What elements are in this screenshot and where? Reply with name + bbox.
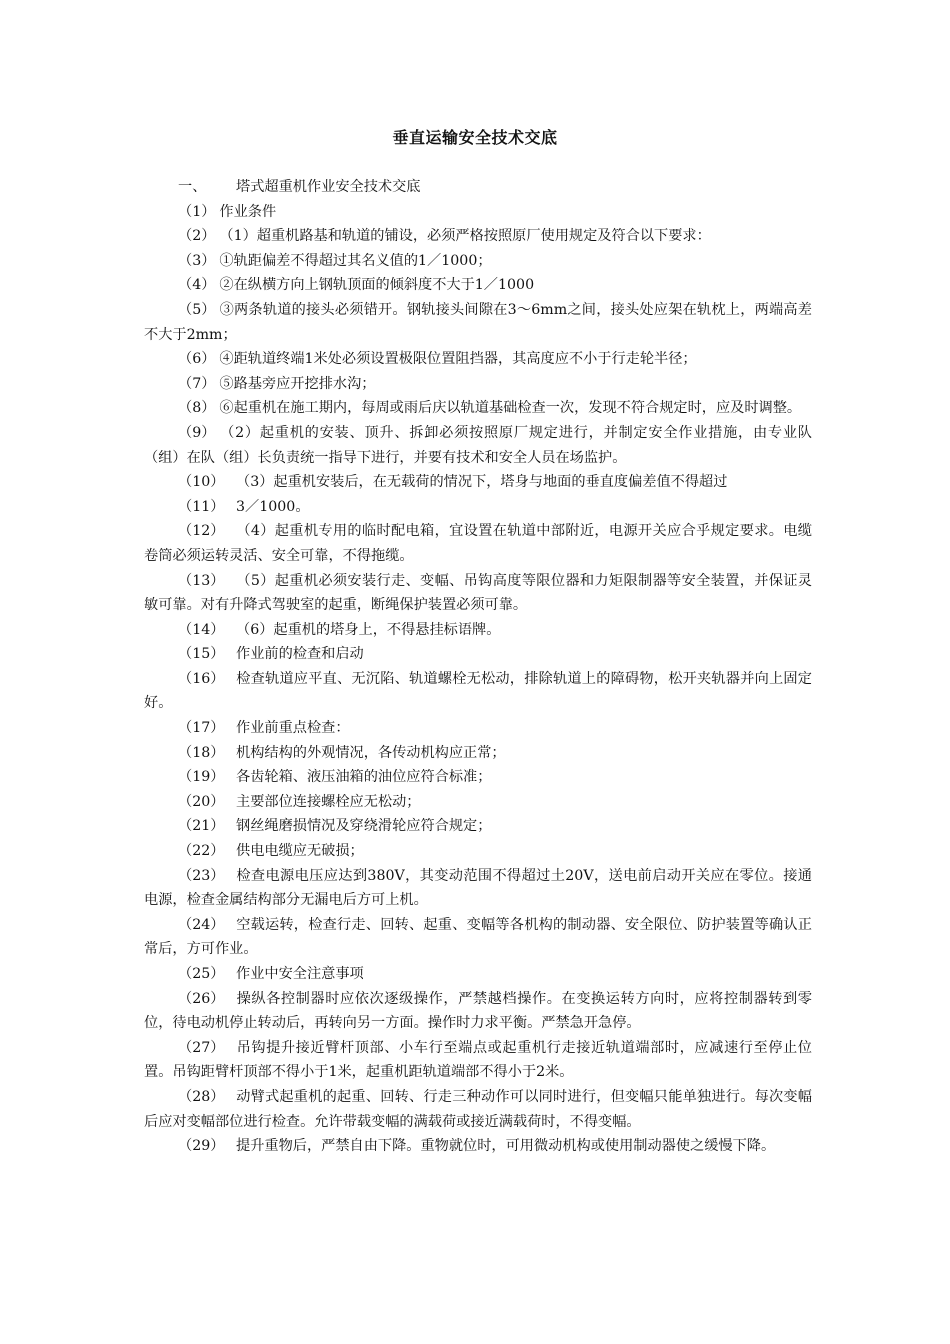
paragraph bbox=[144, 618, 812, 643]
paragraph bbox=[144, 642, 812, 667]
paragraph-text: 作业前的检查和启动 bbox=[236, 646, 364, 663]
paragraph bbox=[144, 864, 812, 913]
paragraph bbox=[144, 913, 812, 962]
paragraph-text: 作业条件 bbox=[219, 203, 277, 220]
paragraph-text: 吊钩提升接近臂杆顶部、小车行至端点或起重机行走接近轨道端部时，应减速行至停止位置。吊钩距臂杆顶部不得小于1米，起重机距轨道端部不得小于2米。 bbox=[144, 1039, 812, 1081]
paragraph-text: ③两条轨道的接头必须错开。钢轨接头间隙在3～6mm之间，接头处应架在轨枕上，两端高差不大于2mm； bbox=[144, 301, 812, 343]
paragraph bbox=[144, 790, 812, 815]
paragraph-text: 检查电源电压应达到380V，其变动范围不得超过土20V，送电前启动开关应在零位。接通电源，检查金属结构部分无漏电后方可上机。 bbox=[144, 867, 812, 909]
paragraph bbox=[144, 372, 812, 397]
paragraph-number: （5） bbox=[178, 301, 216, 318]
paragraph-number: （19） bbox=[178, 769, 225, 786]
paragraph-text: 塔式超重机作业安全技术交底 bbox=[236, 179, 421, 195]
paragraph-text: ①轨距偏差不得超过其名义值的1／1000； bbox=[219, 252, 492, 269]
paragraph-number: （7） bbox=[178, 375, 216, 392]
paragraph-number: （21） bbox=[178, 818, 225, 835]
paragraph bbox=[144, 249, 812, 274]
paragraph-text: 动臂式起重机的起重、回转、行走三种动作可以同时进行，但变幅只能单独进行。每次变幅后应对变幅部位进行检查。允许带载变幅的满载荷或接近满载荷时，不得变幅。 bbox=[144, 1088, 812, 1130]
paragraph bbox=[144, 1134, 812, 1159]
paragraph-text: ⑤路基旁应开挖排水沟； bbox=[219, 375, 376, 392]
paragraph-number: （13） bbox=[178, 572, 225, 589]
paragraph-text: 3／1000。 bbox=[236, 498, 310, 515]
paragraph bbox=[144, 224, 812, 249]
paragraph-text: 检查轨道应平直、无沉陷、轨道螺栓无松动，排除轨道上的障碍物，松开夹轨器并向上固定好。 bbox=[144, 670, 812, 712]
paragraph bbox=[144, 519, 812, 568]
paragraph-text: 作业前重点检查： bbox=[236, 720, 350, 737]
paragraph bbox=[144, 421, 812, 470]
paragraph-text: （2）起重机的安装、顶升、拆卸必须按照原厂规定进行，并制定安全作业措施，由专业队（组）在队（组）长负责统一指导下进行，并要有技术和安全人员在场监护。 bbox=[144, 424, 812, 466]
paragraph-number: （23） bbox=[178, 867, 225, 884]
paragraph-number: （11） bbox=[178, 498, 225, 515]
paragraph-text: 提升重物后，严禁自由下降。重物就位时，可用微动机构或使用制动器使之缓慢下降。 bbox=[236, 1138, 776, 1155]
paragraph-text: 各齿轮箱、液压油箱的油位应符合标准； bbox=[236, 769, 492, 786]
paragraph-number: （22） bbox=[178, 843, 225, 860]
paragraph-number: （28） bbox=[178, 1088, 225, 1105]
paragraph-number: （1） bbox=[178, 203, 216, 220]
paragraph-number: （24） bbox=[178, 916, 225, 933]
paragraph-number: （2） bbox=[178, 228, 216, 245]
paragraph bbox=[144, 396, 812, 421]
paragraph bbox=[144, 347, 812, 372]
paragraph bbox=[144, 716, 812, 741]
paragraph-number: （9） bbox=[178, 424, 216, 441]
paragraph-text: 作业中安全注意事项 bbox=[236, 966, 364, 982]
paragraph-number: （14） bbox=[178, 621, 225, 638]
paragraph bbox=[144, 741, 812, 766]
paragraph-text: 空载运转，检查行走、回转、起重、变幅等各机构的制动器、安全限位、防护装置等确认正常后，方可作业。 bbox=[144, 916, 812, 958]
paragraph-text: 主要部位连接螺栓应无松动； bbox=[236, 793, 421, 810]
paragraph-number: （18） bbox=[178, 744, 225, 761]
paragraph bbox=[144, 1085, 812, 1134]
paragraph bbox=[144, 273, 812, 298]
paragraph bbox=[144, 962, 812, 987]
paragraph bbox=[144, 814, 812, 839]
paragraph bbox=[144, 1036, 812, 1085]
paragraph bbox=[144, 495, 812, 520]
paragraph-number: （26） bbox=[178, 990, 225, 1007]
paragraph-text: 机构结构的外观情况，各传动机构应正常； bbox=[236, 744, 506, 761]
paragraph-number: （20） bbox=[178, 793, 225, 810]
paragraph bbox=[144, 987, 812, 1036]
paragraph-number: （15） bbox=[178, 646, 225, 663]
paragraph bbox=[144, 200, 812, 225]
paragraph-number: （16） bbox=[178, 670, 225, 687]
paragraph-number: （25） bbox=[178, 966, 225, 982]
paragraph-number: （10） bbox=[178, 474, 225, 491]
paragraph-number: （8） bbox=[178, 400, 216, 417]
paragraph bbox=[144, 298, 812, 347]
paragraph bbox=[144, 765, 812, 790]
paragraph-number: （27） bbox=[178, 1039, 225, 1056]
paragraph-text: ⑥起重机在施工期内，每周或雨后庆以轨道基础检查一次，发现不符合规定时，应及时调整。 bbox=[219, 400, 802, 417]
paragraph-text: （1）超重机路基和轨道的铺设，必须严格按照原厂使用规定及符合以下要求： bbox=[219, 228, 711, 245]
paragraph-number: （29） bbox=[178, 1138, 225, 1155]
paragraph-number: 一、 bbox=[178, 179, 207, 195]
paragraph-number: （6） bbox=[178, 351, 216, 368]
paragraph bbox=[144, 667, 812, 716]
document-title: 垂直运输安全技术交底 bbox=[392, 128, 558, 147]
paragraph-text: （4）起重机专用的临时配电箱，宜设置在轨道中部附近，电源开关应合乎规定要求。电缆卷筒必须运转灵活、安全可靠，不得拖缆。 bbox=[144, 523, 812, 564]
paragraph bbox=[144, 175, 812, 200]
paragraph-number: （3） bbox=[178, 252, 216, 269]
paragraph-text: （6）起重机的塔身上，不得悬挂标语牌。 bbox=[236, 621, 501, 638]
paragraph-text: ④距轨道终端1米处必须设置极限位置阻挡器，其高度应不小于行走轮半径； bbox=[219, 351, 697, 368]
paragraph-text: 钢丝绳磨损情况及穿绕滑轮应符合规定； bbox=[236, 818, 492, 835]
paragraph-text: 操纵各控制器时应依次逐级操作，严禁越档操作。在变换运转方向时，应将控制器转到零位，待电动机停止转动后，再转向另一方面。操作时力求平衡。严禁急开急停。 bbox=[144, 990, 812, 1032]
paragraph bbox=[144, 569, 812, 618]
paragraph-number: （12） bbox=[178, 523, 225, 540]
paragraph bbox=[144, 470, 812, 495]
paragraph-text: （3）起重机安装后，在无载荷的情况下，塔身与地面的垂直度偏差值不得超过 bbox=[236, 474, 728, 491]
paragraph bbox=[144, 839, 812, 864]
paragraph-text: ②在纵横方向上钢轨顶面的倾斜度不大于1／1000 bbox=[219, 277, 535, 294]
paragraph-number: （17） bbox=[178, 720, 225, 737]
paragraph-text: （5）起重机必须安装行走、变幅、吊钩高度等限位器和力矩限制器等安全装置，并保证灵敏可靠。对有升降式驾驶室的起重，断绳保护装置必须可靠。 bbox=[144, 572, 812, 614]
document-body bbox=[144, 175, 812, 1159]
paragraph-number: （4） bbox=[178, 277, 216, 294]
paragraph-text: 供电电缆应无破损； bbox=[236, 843, 364, 860]
